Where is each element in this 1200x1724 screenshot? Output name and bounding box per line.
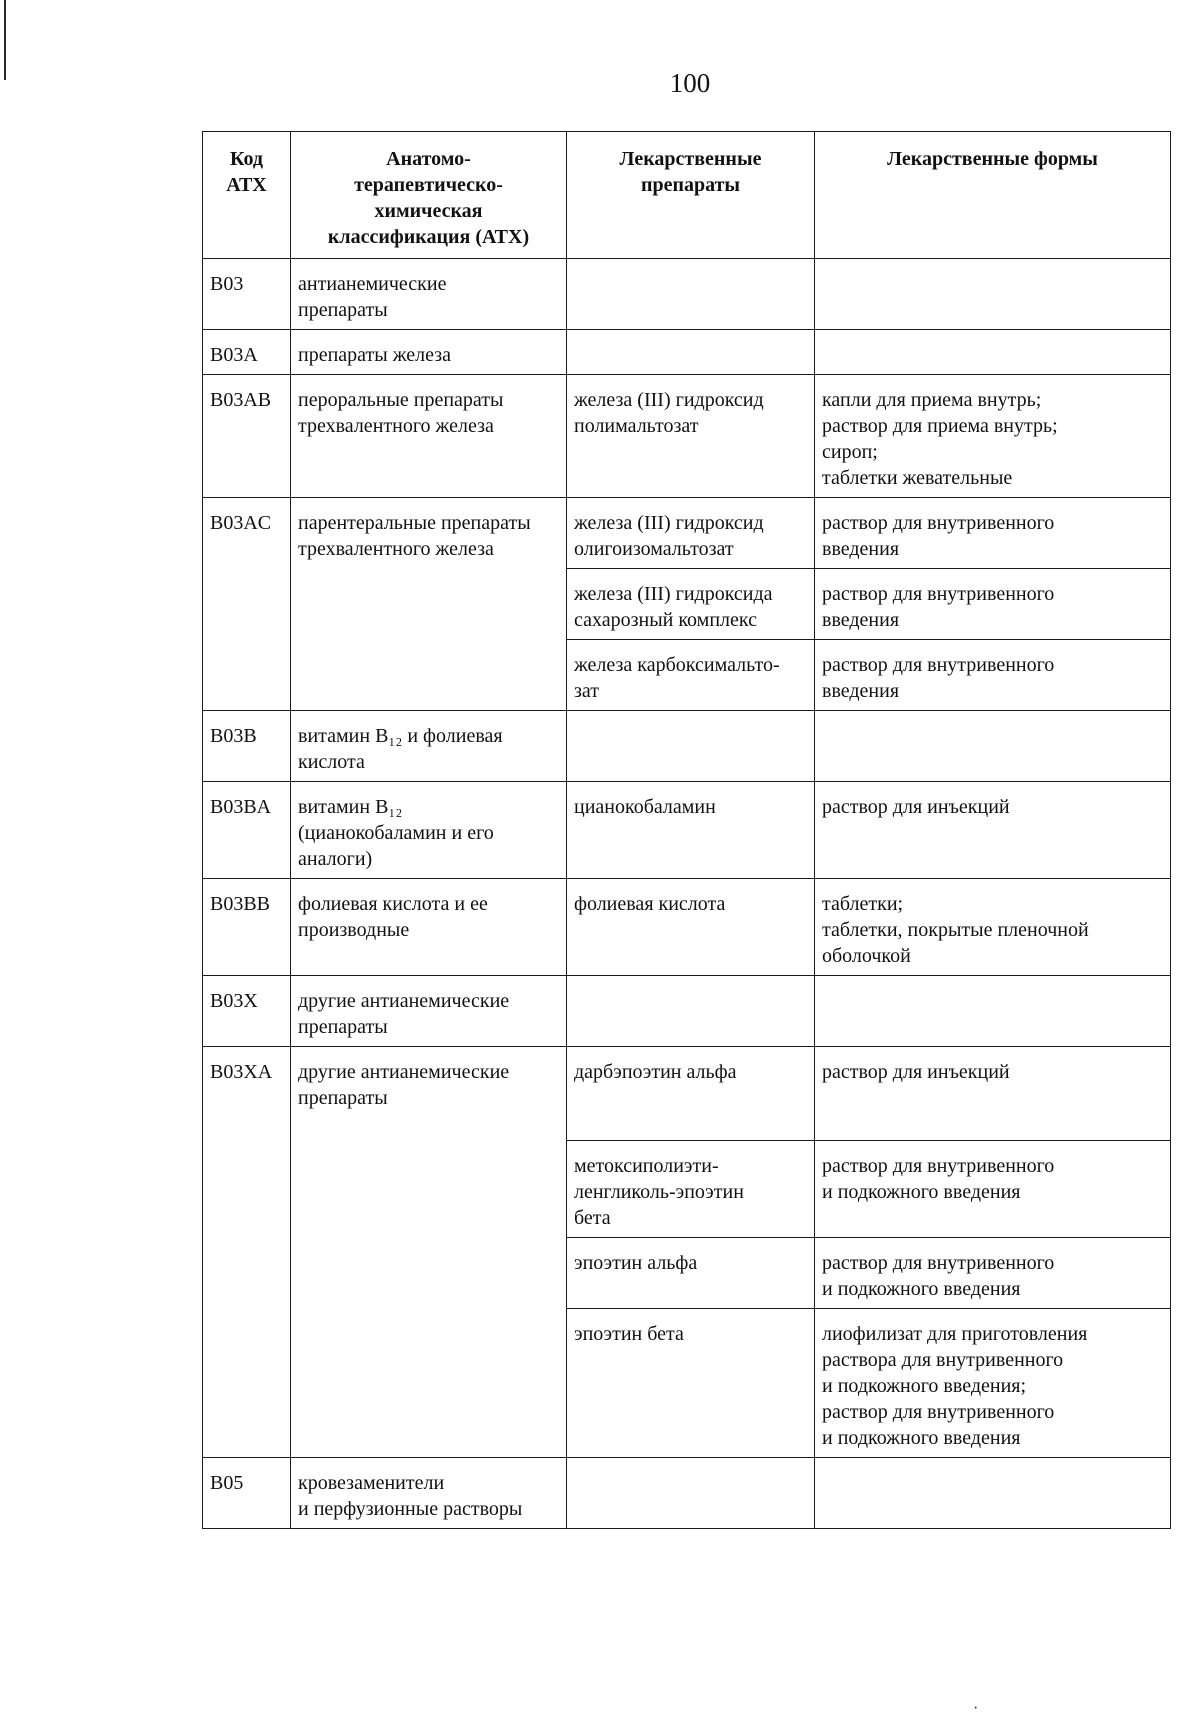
table-row	[203, 498, 1171, 569]
table-row	[203, 259, 1171, 330]
header-drugs: Лекарственные препараты	[567, 132, 815, 259]
dosage-form-cell-empty	[815, 711, 1171, 782]
dosage-form-cell: раствор для внутривенного введения	[815, 498, 1171, 569]
drug-name-cell: эпоэтин альфа	[567, 1238, 815, 1309]
table-body	[203, 259, 1171, 1529]
atx-classification-cell: витамин B₁₂ и фолиевая кислота	[291, 711, 567, 782]
table-row	[203, 879, 1171, 976]
atx-classification-cell: пероральные препараты трехвалентного железа	[291, 375, 567, 498]
atx-classification-cell: фолиевая кислота и ее производные	[291, 879, 567, 976]
atx-classification-cell: парентеральные препараты трехвалентного железа	[291, 498, 567, 711]
atx-classification-cell: кровезаменители и перфузионные растворы	[291, 1458, 567, 1529]
table-row	[203, 1047, 1171, 1141]
atx-code-cell: B05	[203, 1458, 291, 1529]
dosage-form-cell: лиофилизат для приготовления раствора для внутривенного и подкожного введения; раствор для внутривенного и подкожного введения	[815, 1309, 1171, 1458]
dosage-form-cell: раствор для внутривенного и подкожного введения	[815, 1238, 1171, 1309]
table-row	[203, 711, 1171, 782]
header-code: Код АТХ	[203, 132, 291, 259]
dosage-form-cell-empty	[815, 330, 1171, 375]
drug-name-cell: фолиевая кислота	[567, 879, 815, 976]
atx-code-cell: B03BB	[203, 879, 291, 976]
atx-code-cell: B03X	[203, 976, 291, 1047]
drug-name-cell: дарбэпоэтин альфа	[567, 1047, 815, 1141]
drug-name-cell: железа (III) гидроксид олигоизомальтозат	[567, 498, 815, 569]
dosage-form-cell: таблетки; таблетки, покрытые пленочной оболочкой	[815, 879, 1171, 976]
drug-name-cell-empty	[567, 1458, 815, 1529]
atx-code-cell: B03AB	[203, 375, 291, 498]
dosage-form-cell: капли для приема внутрь; раствор для приема внутрь; сироп; таблетки жевательные	[815, 375, 1171, 498]
drug-name-cell: железа (III) гидроксид полимальтозат	[567, 375, 815, 498]
dosage-form-cell: раствор для внутривенного введения	[815, 569, 1171, 640]
dosage-form-cell: раствор для инъекций	[815, 1047, 1171, 1141]
dosage-form-cell-empty	[815, 1458, 1171, 1529]
dosage-form-cell-empty	[815, 259, 1171, 330]
dosage-form-cell: раствор для внутривенного введения	[815, 640, 1171, 711]
header-classification: Анатомо- терапевтическо- химическая классификация (АТХ)	[291, 132, 567, 259]
page-number: 100	[669, 68, 711, 98]
drug-name-cell: цианокобаламин	[567, 782, 815, 879]
table-row	[203, 1458, 1171, 1529]
atx-code-cell: B03	[203, 259, 291, 330]
atx-code-cell: B03A	[203, 330, 291, 375]
table-row	[203, 976, 1171, 1047]
dosage-form-cell: раствор для внутривенного и подкожного введения	[815, 1141, 1171, 1238]
atx-code-cell: B03B	[203, 711, 291, 782]
drug-name-cell-empty	[567, 330, 815, 375]
dosage-form-cell-empty	[815, 976, 1171, 1047]
atx-classification-cell: препараты железа	[291, 330, 567, 375]
dosage-form-cell: раствор для инъекций	[815, 782, 1171, 879]
atx-code-cell: B03AC	[203, 498, 291, 711]
table-row	[203, 375, 1171, 498]
header-forms: Лекарственные формы	[815, 132, 1171, 259]
drug-name-cell-empty	[567, 711, 815, 782]
atx-classification-cell: другие антианемические препараты	[291, 976, 567, 1047]
atx-classification-cell: антианемические препараты	[291, 259, 567, 330]
atx-code-cell: B03XA	[203, 1047, 291, 1458]
drug-name-cell-empty	[567, 259, 815, 330]
table-row	[203, 330, 1171, 375]
atx-table	[202, 131, 1171, 1529]
drug-name-cell: железа (III) гидроксида сахарозный комплекс	[567, 569, 815, 640]
atx-classification-cell: витамин B₁₂ (цианокобаламин и его аналоги)	[291, 782, 567, 879]
atx-classification-cell: другие антианемические препараты	[291, 1047, 567, 1458]
drug-name-cell-empty	[567, 976, 815, 1047]
table-header-row	[203, 132, 1171, 259]
table-row	[203, 782, 1171, 879]
drug-name-cell: эпоэтин бета	[567, 1309, 815, 1458]
drug-name-cell: метоксиполиэти- ленгликоль-эпоэтин бета	[567, 1141, 815, 1238]
scan-speck: ·	[973, 1700, 979, 1717]
atx-code-cell: B03BA	[203, 782, 291, 879]
drug-name-cell: железа карбоксимальто- зат	[567, 640, 815, 711]
